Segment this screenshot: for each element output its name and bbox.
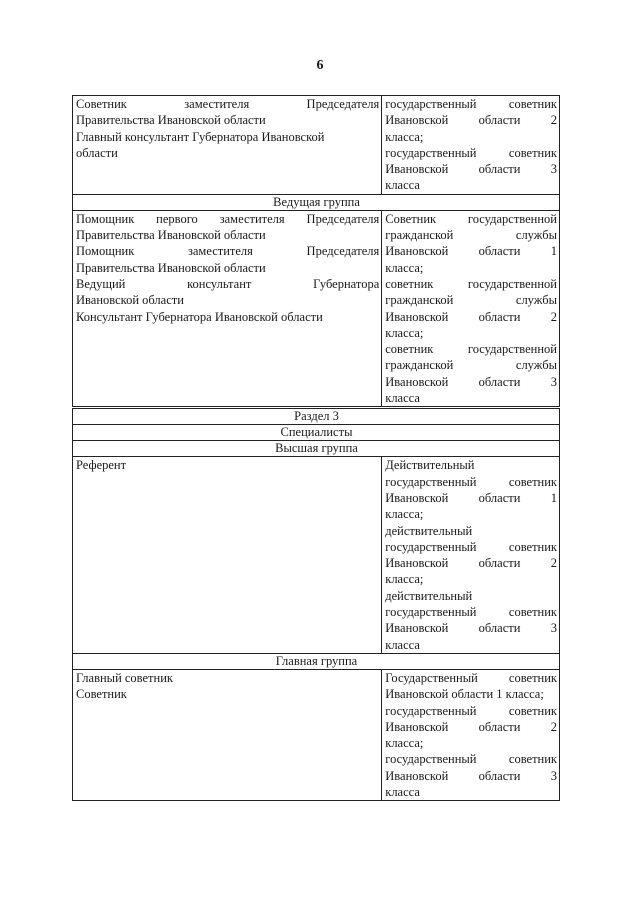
- positions-table: [72, 95, 560, 801]
- rank-line: государственный советник: [385, 145, 557, 160]
- rank-line: Ивановской области 3: [385, 768, 557, 783]
- position-title-line: Главный консультант Губернатора Ивановской: [76, 129, 325, 144]
- rank-line: класса;: [385, 507, 424, 522]
- position-title-line: Помощник первого заместителя Председателя: [76, 211, 380, 226]
- rank-line: Государственный советник: [385, 670, 557, 685]
- rank-line: класса;: [385, 325, 424, 340]
- page-number: 6: [316, 58, 324, 73]
- group-header-row: [73, 425, 560, 441]
- group-header-row: [73, 653, 560, 669]
- rank-line: советник государственной: [385, 276, 557, 291]
- rank-line: действительный: [385, 588, 473, 603]
- rank-line: государственный советник: [385, 474, 557, 489]
- group-header: Специалисты: [73, 425, 560, 441]
- rank-line: Ивановской области 1: [385, 490, 557, 505]
- rank-line: класса;: [385, 572, 424, 587]
- position-title-cell: [73, 96, 382, 195]
- group-header: Раздел 3: [73, 408, 560, 425]
- position-title-line: Ивановской области: [76, 293, 184, 308]
- rank-line: гражданской службы: [385, 228, 557, 243]
- position-title-line: Советник заместителя Председателя: [76, 97, 380, 111]
- rank-line: Ивановской области 2: [385, 556, 557, 571]
- rank-line: государственный советник: [385, 539, 557, 554]
- rank-line: действительный: [385, 523, 473, 538]
- rank-line: Ивановской области 2: [385, 113, 557, 128]
- position-title-line: Консультант Губернатора Ивановской области: [76, 309, 323, 324]
- rank-line: класса: [385, 178, 420, 193]
- group-header-row: [73, 441, 560, 457]
- position-title-line: Ведущий консультант Губернатора: [76, 276, 380, 291]
- rank-line: Ивановской области 2: [385, 719, 557, 734]
- position-title-line: Правительства Ивановской области: [76, 260, 266, 275]
- rank-line: государственный советник: [385, 97, 557, 111]
- rank-line: Действительный: [385, 458, 475, 473]
- rank-line: советник государственной: [385, 342, 557, 357]
- position-title-line: Помощник заместителя Председателя: [76, 244, 380, 259]
- rank-cell: [382, 210, 560, 408]
- position-title-line: области: [76, 145, 118, 160]
- rank-line: Ивановской области 2: [385, 309, 557, 324]
- rank-line: гражданской службы: [385, 293, 557, 308]
- group-header-row: [73, 194, 560, 210]
- rank-line: гражданской службы: [385, 358, 557, 373]
- position-title-line: Правительства Ивановской области: [76, 113, 266, 128]
- rank-line: Ивановской области 3: [385, 374, 557, 389]
- rank-line: класса;: [385, 736, 424, 751]
- position-title-cell: [73, 210, 382, 408]
- group-header: Ведущая группа: [73, 194, 560, 210]
- group-header-row: [73, 408, 560, 425]
- rank-line: Ивановской области 1: [385, 244, 557, 259]
- rank-line: Ивановской области 3: [385, 621, 557, 636]
- rank-line: класса: [385, 637, 420, 652]
- rank-line: класса;: [385, 129, 424, 144]
- rank-line: государственный советник: [385, 752, 557, 767]
- rank-line: Советник государственной: [385, 211, 557, 226]
- position-title-cell: [73, 457, 382, 654]
- position-title-cell: [73, 669, 382, 800]
- rank-cell: [382, 96, 560, 195]
- position-row: [73, 669, 560, 800]
- group-header: Главная группа: [73, 653, 560, 669]
- rank-line: Ивановской области 3: [385, 162, 557, 177]
- rank-line: Ивановской области 1 класса;: [385, 687, 544, 702]
- position-title-line: Правительства Ивановской области: [76, 228, 266, 243]
- group-header: Высшая группа: [73, 441, 560, 457]
- position-title-line: Референт: [76, 458, 127, 473]
- position-row: [73, 210, 560, 408]
- rank-line: государственный советник: [385, 703, 557, 718]
- rank-cell: [382, 669, 560, 800]
- rank-cell: [382, 457, 560, 654]
- position-row: [73, 96, 560, 195]
- rank-line: класса: [385, 391, 420, 406]
- position-row: [73, 457, 560, 654]
- rank-line: класса: [385, 784, 420, 799]
- rank-line: государственный советник: [385, 605, 557, 620]
- position-title-line: Советник: [76, 687, 127, 702]
- position-title-line: Главный советник: [76, 670, 173, 685]
- rank-line: класса;: [385, 260, 424, 275]
